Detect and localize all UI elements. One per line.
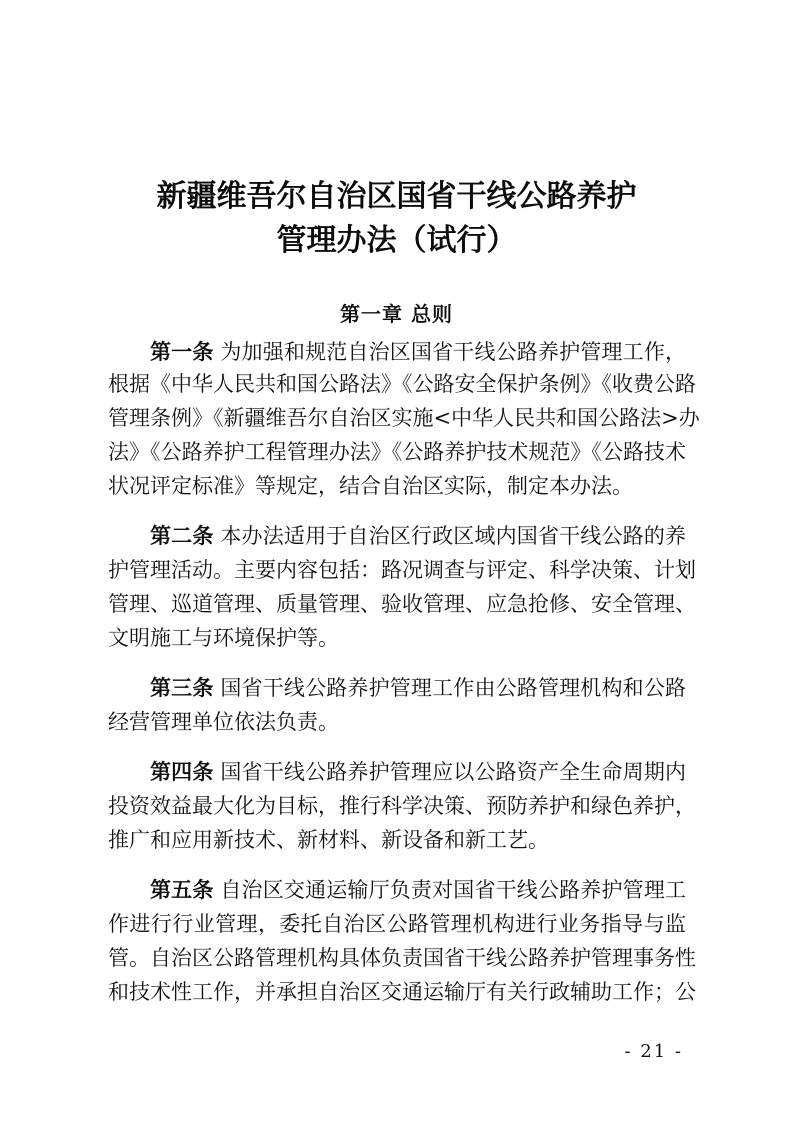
article-1-line-4: 法》《公路养护工程管理办法》《公路养护技术规范》《公路技术 — [108, 440, 686, 464]
document-title-line-1: 新疆维吾尔自治区国省干线公路养护 — [156, 179, 637, 214]
article-1-line-3: 管理条例》《新疆维吾尔自治区实施<中华人民共和国公路法>办 — [108, 406, 700, 430]
article-label: 第五条 — [150, 877, 214, 902]
article-label: 第四条 — [150, 759, 214, 784]
article-1-line-5: 状况评定标准》等规定，结合自治区实际，制定本办法。 — [108, 474, 633, 498]
article-2-line-3: 管理、巡道管理、质量管理、验收管理、应急抢修、安全管理、 — [108, 592, 696, 616]
article-text: 本办法适用于自治区行政区域内国省干线公路的养 — [213, 524, 686, 548]
document-title-line-2: 管理办法（试行） — [276, 223, 517, 258]
article-5-line-3: 管。自治区公路管理机构具体负责国省干线公路养护管理事务性 — [108, 946, 696, 970]
article-text: 国省干线公路养护管理应以公路资产全生命周期内 — [213, 760, 686, 784]
chapter-heading: 第一章 总则 — [340, 302, 453, 326]
article-text: 为加强和规范自治区国省干线公路养护管理工作， — [213, 340, 686, 364]
article-4-line-1 — [150, 756, 686, 788]
article-2-line-2: 护管理活动。主要内容包括：路况调查与评定、科学决策、计划 — [108, 558, 696, 582]
article-2-line-4: 文明施工与环境保护等。 — [108, 626, 339, 650]
article-label: 第一条 — [150, 339, 214, 364]
article-text: 国省干线公路养护管理工作由公路管理机构和公路 — [213, 676, 686, 700]
article-5-line-4: 和技术性工作，并承担自治区交通运输厅有关行政辅助工作；公 — [108, 980, 696, 1004]
article-5-line-2: 作进行行业管理，委托自治区公路管理机构进行业务指导与监 — [108, 912, 686, 936]
article-3-line-1 — [150, 672, 686, 704]
article-4-line-3: 推广和应用新技术、新材料、新设备和新工艺。 — [108, 828, 549, 852]
article-label: 第三条 — [150, 675, 214, 700]
article-text: 自治区交通运输厅负责对国省干线公路养护管理工 — [213, 878, 686, 902]
article-1-line-2: 根据《中华人民共和国公路法》《公路安全保护条例》《收费公路 — [108, 372, 696, 396]
article-2-line-1 — [150, 520, 686, 552]
article-1-line-1 — [150, 336, 686, 368]
article-label: 第二条 — [150, 523, 214, 548]
page-number: - 21 - — [624, 1041, 683, 1062]
article-5-line-1 — [150, 874, 686, 906]
article-4-line-2: 投资效益最大化为目标，推行科学决策、预防养护和绿色养护， — [108, 794, 696, 818]
article-3-line-2: 经营管理单位依法负责。 — [108, 710, 339, 734]
